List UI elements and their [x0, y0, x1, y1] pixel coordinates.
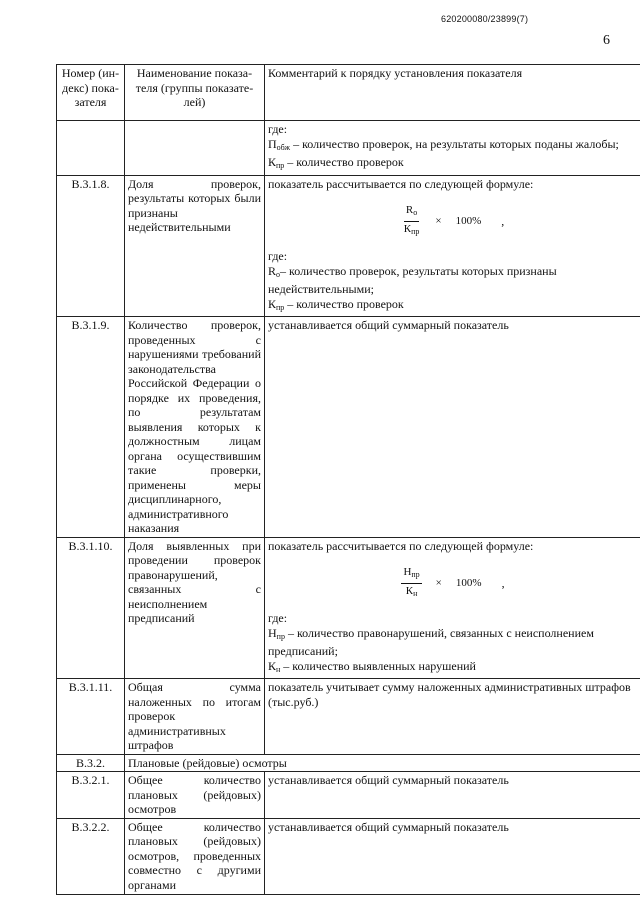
- header-comment: Комментарий к порядку установления показателя: [265, 65, 640, 121]
- table-row: [57, 772, 640, 819]
- row-number: В.3.2.1.: [57, 772, 125, 819]
- row-comment: показатель учитывает сумму наложенных административных штрафов (тыс.руб.): [265, 679, 640, 755]
- continuation-comment: где: $П_{обж}$ – количество проверок, на результаты которых поданы жалобы; $К_{пр}$ – количество проверок: [265, 121, 640, 176]
- indicators-table: [56, 64, 640, 895]
- row-name: Общее количество плановых (рейдовых) осмотров, проведенных совместно с другими органами: [125, 818, 265, 894]
- row-comment: устанавливается общий суммарный показатель: [265, 818, 640, 894]
- row-number: В.3.1.9.: [57, 317, 125, 538]
- fraction: $\frac{R_о}{К_{пр}}$: [403, 204, 420, 236]
- section-title: Плановые (рейдовые) осмотры: [125, 754, 640, 772]
- row-comment: устанавливается общий суммарный показатель: [265, 317, 640, 538]
- table-header-row: [57, 65, 640, 121]
- row-name: Доля проверок, результаты которых были признаны недействительными: [125, 175, 265, 317]
- formula: $\frac{R_о}{К_{пр}}$ × 100% ,: [268, 203, 638, 239]
- row-name: Общее количество плановых (рейдовых) осмотров: [125, 772, 265, 819]
- row-number: В.3.1.11.: [57, 679, 125, 755]
- row-comment: показатель рассчитывается по следующей формуле: $\frac{R_о}{К_{пр}}$ × 100% , где: $R_о-$ количество проверок, результаты которых признаны недействительными; $К_{пр}$ – количество проверок: [265, 175, 640, 317]
- header-number: Номер (ин-декс) пока-зателя: [57, 65, 125, 121]
- document-id: 620200080/23899(7): [441, 14, 529, 24]
- table-row: [57, 317, 640, 538]
- table-row: [57, 679, 640, 755]
- formula: $\frac{Н_{пр}}{К_н}$ × 100% ,: [268, 565, 638, 601]
- row-number: В.3.2.2.: [57, 818, 125, 894]
- table-row: [57, 818, 640, 894]
- row-number: В.3.1.10.: [57, 537, 125, 679]
- row-number: В.3.2.: [57, 754, 125, 772]
- table-row: [57, 175, 640, 317]
- row-comment: показатель рассчитывается по следующей формуле: $\frac{Н_{пр}}{К_н}$ × 100% , где: $Н_{пр}$ – количество правонарушений, связанных с неисполнением предписаний; $К_н$ – количество выявленных нарушений: [265, 537, 640, 679]
- row-number: В.3.1.8.: [57, 175, 125, 317]
- header-name: Наименование показа-теля (группы показате-лей): [125, 65, 265, 121]
- row-comment: устанавливается общий суммарный показатель: [265, 772, 640, 819]
- table-row-continuation: [57, 121, 640, 176]
- table-row: [57, 537, 640, 679]
- row-name: Доля выявленных при проведении проверок правонарушений, связанных с неисполнением предписаний: [125, 537, 265, 679]
- row-name: Количество проверок, проведенных с нарушениями требований законодательства Российской Федерации о порядке их проведения, по результатам выявления которых к должностным лицам органа осуществившим такие проверки, применены меры дисциплинарного, административного наказания: [125, 317, 265, 538]
- section-row: [57, 754, 640, 772]
- fraction: $\frac{Н_{пр}}{К_н}$: [403, 566, 420, 598]
- row-name: Общая сумма наложенных по итогам проверок административных штрафов: [125, 679, 265, 755]
- page-number: 6: [603, 33, 610, 48]
